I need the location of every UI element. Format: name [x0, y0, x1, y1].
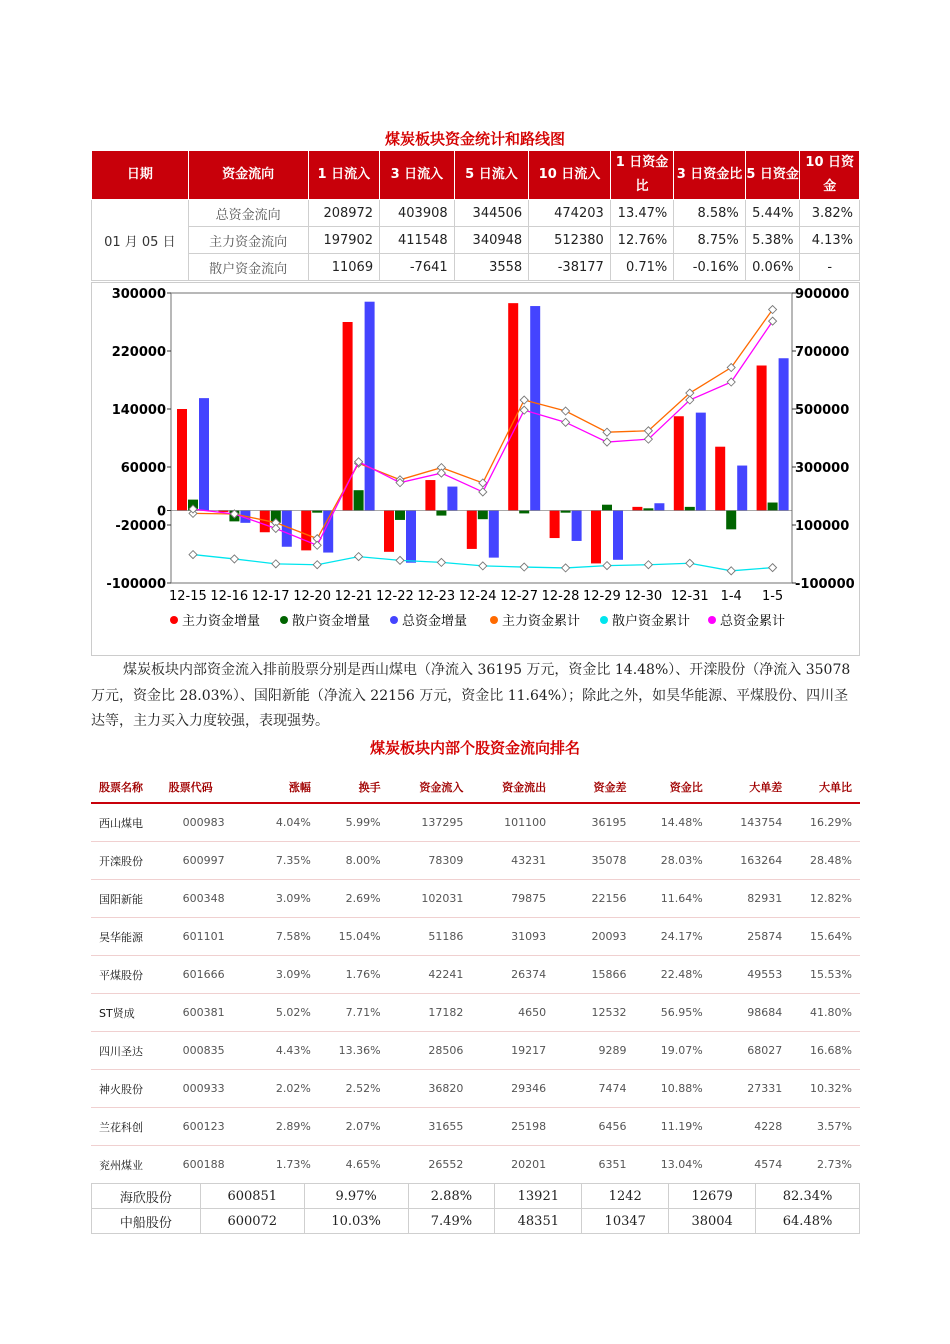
- table-row: [92, 1184, 860, 1209]
- ranking-cell: 神火股份: [91, 1070, 161, 1108]
- extra-cell: 48351: [495, 1209, 582, 1234]
- bar-1: [685, 507, 695, 511]
- ranking-cell: 9289: [554, 1032, 634, 1070]
- bar-1: [768, 503, 778, 511]
- ranking-cell: 19.07%: [634, 1032, 710, 1070]
- bar-2: [779, 358, 789, 510]
- summary-header: 5 日流入: [454, 151, 529, 200]
- ranking-cell: 22.48%: [634, 956, 710, 994]
- bar-2: [572, 511, 582, 541]
- x-tick-label: 12-29: [583, 589, 621, 604]
- summary-cell: 411548: [380, 227, 455, 254]
- extra-cell: 2.88%: [408, 1184, 495, 1209]
- ranking-cell: 10.32%: [790, 1070, 860, 1108]
- ranking-cell: 6456: [554, 1108, 634, 1146]
- bar-1: [561, 511, 571, 513]
- table-row: [91, 994, 860, 1032]
- extra-cell: 600072: [200, 1209, 304, 1234]
- bar-2: [696, 413, 706, 511]
- ranking-cell: 4.04%: [252, 803, 319, 842]
- bar-1: [602, 505, 612, 511]
- ranking-cell: 000933: [161, 1070, 252, 1108]
- ranking-header: 股票名称: [91, 772, 161, 803]
- ranking-cell: 7.58%: [252, 918, 319, 956]
- ranking-cell: 15866: [554, 956, 634, 994]
- legend-label: 总资金增量: [402, 614, 468, 629]
- ranking-cell: 31093: [471, 918, 554, 956]
- ranking-cell: 143754: [711, 803, 791, 842]
- summary-row: [92, 227, 860, 254]
- table-row: [91, 956, 860, 994]
- ranking-title: 煤炭板块内部个股资金流向排名: [369, 739, 580, 757]
- summary-row: [92, 200, 860, 227]
- ranking-cell: 3.57%: [790, 1108, 860, 1146]
- x-tick-label: 12-17: [251, 589, 290, 604]
- extra-cell: 10.03%: [304, 1209, 408, 1234]
- ranking-cell: 56.95%: [634, 994, 710, 1032]
- ranking-cell: 42241: [389, 956, 472, 994]
- ranking-cell: 82931: [711, 880, 791, 918]
- x-tick-label: 12-27: [500, 589, 538, 604]
- table-row: [91, 1146, 860, 1184]
- summary-cell: 11069: [308, 254, 380, 281]
- ranking-cell: 4.43%: [252, 1032, 319, 1070]
- ranking-cell: 14.48%: [634, 803, 710, 842]
- extra-cell: 10347: [582, 1209, 669, 1234]
- ranking-cell: 79875: [471, 880, 554, 918]
- bar-0: [301, 511, 311, 551]
- x-tick-label: 12-21: [334, 589, 373, 604]
- ranking-cell: 12.82%: [790, 880, 860, 918]
- ranking-cell: ST贤成: [91, 994, 161, 1032]
- ranking-cell: 163264: [711, 842, 791, 880]
- left-tick-label: -20000: [115, 519, 166, 534]
- ranking-cell: 601666: [161, 956, 252, 994]
- ranking-cell: 27331: [711, 1070, 791, 1108]
- table-row: [91, 880, 860, 918]
- ranking-cell: 26552: [389, 1146, 472, 1184]
- summary-table: [91, 150, 860, 281]
- table-row: [91, 842, 860, 880]
- ranking-cell: 10.88%: [634, 1070, 710, 1108]
- table-row: [91, 918, 860, 956]
- table-row: [92, 1209, 860, 1234]
- legend-swatch: [390, 616, 398, 624]
- ranking-cell: 29346: [471, 1070, 554, 1108]
- ranking-cell: 98684: [711, 994, 791, 1032]
- summary-header: 5 日资金: [745, 151, 800, 200]
- x-tick-label: 12-22: [376, 589, 414, 604]
- summary-row-label: 总资金流向: [188, 200, 308, 227]
- extra-cell: 64.48%: [756, 1209, 860, 1234]
- bar-0: [715, 447, 725, 511]
- ranking-cell: 11.19%: [634, 1108, 710, 1146]
- left-tick-label: 140000: [111, 403, 166, 418]
- bar-0: [425, 480, 435, 510]
- ranking-cell: 13.04%: [634, 1146, 710, 1184]
- summary-cell: 5.44%: [745, 200, 800, 227]
- ranking-cell: 000983: [161, 803, 252, 842]
- summary-header: 10 日流入: [529, 151, 611, 200]
- ranking-cell: 101100: [471, 803, 554, 842]
- extra-cell: 12679: [669, 1184, 756, 1209]
- legend-swatch: [170, 616, 178, 624]
- bar-0: [384, 511, 394, 552]
- summary-cell: 12.76%: [610, 227, 673, 254]
- extra-table: [91, 1183, 860, 1234]
- summary-cell: 197902: [308, 227, 380, 254]
- ranking-cell: 2.73%: [790, 1146, 860, 1184]
- summary-cell: 3.82%: [800, 200, 860, 227]
- ranking-cell: 4574: [711, 1146, 791, 1184]
- summary-row-label: 散户资金流向: [188, 254, 308, 281]
- extra-cell: 海欣股份: [92, 1184, 201, 1209]
- bar-0: [177, 409, 187, 511]
- ranking-cell: 国阳新能: [91, 880, 161, 918]
- legend-swatch: [490, 616, 498, 624]
- ranking-cell: 19217: [471, 1032, 554, 1070]
- summary-header: 10 日资金: [800, 151, 860, 200]
- summary-row: [92, 254, 860, 281]
- ranking-cell: 000835: [161, 1032, 252, 1070]
- ranking-cell: 51186: [389, 918, 472, 956]
- ranking-cell: 开滦股份: [91, 842, 161, 880]
- ranking-cell: 昊华能源: [91, 918, 161, 956]
- ranking-cell: 601101: [161, 918, 252, 956]
- ranking-header: 资金比: [634, 772, 710, 803]
- bar-2: [654, 503, 664, 510]
- ranking-cell: 平煤股份: [91, 956, 161, 994]
- extra-cell: 13921: [495, 1184, 582, 1209]
- chart-svg: [92, 283, 859, 655]
- ranking-cell: 7.35%: [252, 842, 319, 880]
- left-tick-label: 0: [156, 504, 166, 520]
- extra-cell: 38004: [669, 1209, 756, 1234]
- ranking-cell: 25198: [471, 1108, 554, 1146]
- summary-cell: 340948: [454, 227, 529, 254]
- ranking-cell: 8.00%: [319, 842, 389, 880]
- ranking-cell: 3.09%: [252, 956, 319, 994]
- ranking-cell: 5.02%: [252, 994, 319, 1032]
- ranking-cell: 600381: [161, 994, 252, 1032]
- bar-2: [737, 466, 747, 511]
- summary-cell: -7641: [380, 254, 455, 281]
- summary-cell: 474203: [529, 200, 611, 227]
- ranking-header: 资金差: [554, 772, 634, 803]
- table-row: [91, 1070, 860, 1108]
- ranking-header: 涨幅: [252, 772, 319, 803]
- ranking-cell: 3.09%: [252, 880, 319, 918]
- bar-2: [530, 306, 540, 510]
- ranking-header: 资金流出: [471, 772, 554, 803]
- legend-swatch: [708, 616, 716, 624]
- ranking-cell: 2.89%: [252, 1108, 319, 1146]
- legend-label: 主力资金增量: [182, 614, 261, 629]
- ranking-cell: 20201: [471, 1146, 554, 1184]
- ranking-cell: 13.36%: [319, 1032, 389, 1070]
- bar-1: [436, 511, 446, 516]
- ranking-cell: 35078: [554, 842, 634, 880]
- chart-title: 煤炭板块资金统计和路线图: [384, 130, 565, 148]
- summary-header: 3 日流入: [380, 151, 455, 200]
- ranking-cell: 15.04%: [319, 918, 389, 956]
- fund-flow-chart: [91, 282, 860, 656]
- ranking-header: 换手: [319, 772, 389, 803]
- ranking-cell: 20093: [554, 918, 634, 956]
- left-tick-label: 220000: [111, 345, 166, 360]
- ranking-cell: 15.64%: [790, 918, 860, 956]
- bar-1: [354, 490, 364, 510]
- x-tick-label: 12-20: [293, 589, 331, 604]
- ranking-cell: 17182: [389, 994, 472, 1032]
- left-tick-label: 300000: [111, 287, 166, 302]
- extra-cell: 82.34%: [756, 1184, 860, 1209]
- bar-2: [489, 511, 499, 558]
- right-tick-label: 300000: [795, 461, 850, 476]
- right-tick-label: 900000: [795, 287, 850, 302]
- bar-2: [199, 398, 209, 510]
- bar-0: [550, 511, 560, 539]
- summary-cell: 512380: [529, 227, 611, 254]
- legend-label: 主力资金累计: [502, 614, 581, 629]
- x-tick-label: 1-4: [720, 589, 742, 604]
- summary-cell: 13.47%: [610, 200, 673, 227]
- summary-cell: -0.16%: [674, 254, 746, 281]
- ranking-cell: 600188: [161, 1146, 252, 1184]
- bar-1: [478, 511, 488, 520]
- ranking-cell: 16.68%: [790, 1032, 860, 1070]
- ranking-cell: 43231: [471, 842, 554, 880]
- bar-2: [406, 511, 416, 563]
- bar-1: [312, 511, 322, 513]
- legend-swatch: [600, 616, 608, 624]
- ranking-cell: 600348: [161, 880, 252, 918]
- summary-header: 日期: [92, 151, 189, 200]
- summary-cell: -: [800, 254, 860, 281]
- left-tick-label: -100000: [106, 577, 166, 592]
- legend-label: 散户资金累计: [612, 614, 691, 629]
- x-tick-label: 12-24: [458, 589, 497, 604]
- ranking-cell: 1.73%: [252, 1146, 319, 1184]
- ranking-cell: 24.17%: [634, 918, 710, 956]
- summary-cell: -38177: [529, 254, 611, 281]
- ranking-cell: 11.64%: [634, 880, 710, 918]
- ranking-cell: 36195: [554, 803, 634, 842]
- ranking-cell: 西山煤电: [91, 803, 161, 842]
- analysis-paragraph: 煤炭板块内部资金流入排前股票分别是西山煤电（净流入 36195 万元，资金比 14.48%）、开滦股份（净流入 35078 万元，资金比 28.03%）、国阳新能（净流入 22156 万元，资金比 11.64%）；除此之外，如昊华能源、平煤股份、四川圣达等，主力买入力度较强，表现强势。: [91, 662, 851, 729]
- bar-1: [395, 511, 405, 520]
- ranking-header: 大单比: [790, 772, 860, 803]
- extra-cell: 9.97%: [304, 1184, 408, 1209]
- legend-swatch: [280, 616, 288, 624]
- ranking-cell: 36820: [389, 1070, 472, 1108]
- ranking-header: 大单差: [711, 772, 791, 803]
- ranking-cell: 25874: [711, 918, 791, 956]
- bar-2: [365, 302, 375, 511]
- ranking-cell: 16.29%: [790, 803, 860, 842]
- ranking-header: 股票代码: [161, 772, 252, 803]
- summary-cell: 0.06%: [745, 254, 800, 281]
- summary-cell: 403908: [380, 200, 455, 227]
- right-tick-label: 500000: [795, 403, 850, 418]
- ranking-cell: 4228: [711, 1108, 791, 1146]
- ranking-cell: 兰花科创: [91, 1108, 161, 1146]
- ranking-cell: 兖州煤业: [91, 1146, 161, 1184]
- legend-label: 散户资金增量: [292, 614, 371, 629]
- extra-cell: 1242: [582, 1184, 669, 1209]
- extra-cell: 7.49%: [408, 1209, 495, 1234]
- bar-0: [467, 511, 477, 549]
- summary-row-label: 主力资金流向: [188, 227, 308, 254]
- bar-2: [613, 511, 623, 560]
- bar-0: [632, 507, 642, 511]
- ranking-cell: 78309: [389, 842, 472, 880]
- x-tick-label: 12-30: [624, 589, 663, 604]
- bar-0: [508, 303, 518, 510]
- table-row: [91, 1032, 860, 1070]
- bar-1: [726, 511, 736, 530]
- extra-cell: 中船股份: [92, 1209, 201, 1234]
- ranking-cell: 四川圣达: [91, 1032, 161, 1070]
- summary-header: 1 日资金比: [610, 151, 673, 200]
- ranking-cell: 41.80%: [790, 994, 860, 1032]
- summary-date: 01 月 05 日: [92, 200, 189, 281]
- ranking-cell: 600997: [161, 842, 252, 880]
- ranking-cell: 28.03%: [634, 842, 710, 880]
- extra-cell: 600851: [200, 1184, 304, 1209]
- summary-cell: 5.38%: [745, 227, 800, 254]
- table-row: [91, 1108, 860, 1146]
- ranking-cell: 31655: [389, 1108, 472, 1146]
- summary-cell: 8.58%: [674, 200, 746, 227]
- x-tick-label: 12-28: [541, 589, 580, 604]
- ranking-cell: 137295: [389, 803, 472, 842]
- ranking-cell: 2.02%: [252, 1070, 319, 1108]
- right-tick-label: -100000: [795, 577, 855, 592]
- left-tick-label: 60000: [120, 461, 166, 476]
- bar-0: [591, 511, 601, 564]
- legend-label: 总资金累计: [720, 614, 786, 629]
- x-tick-label: 12-23: [417, 589, 456, 604]
- ranking-cell: 102031: [389, 880, 472, 918]
- x-tick-label: 1-5: [761, 589, 784, 604]
- summary-cell: 208972: [308, 200, 380, 227]
- summary-header: 资金流向: [188, 151, 308, 200]
- x-tick-label: 12-16: [210, 589, 249, 604]
- ranking-cell: 4650: [471, 994, 554, 1032]
- ranking-cell: 1.76%: [319, 956, 389, 994]
- ranking-cell: 49553: [711, 956, 791, 994]
- ranking-cell: 28.48%: [790, 842, 860, 880]
- right-tick-label: 100000: [795, 519, 850, 534]
- ranking-cell: 2.07%: [319, 1108, 389, 1146]
- ranking-cell: 4.65%: [319, 1146, 389, 1184]
- summary-header: 3 日资金比: [674, 151, 746, 200]
- summary-cell: 344506: [454, 200, 529, 227]
- ranking-cell: 600123: [161, 1108, 252, 1146]
- bar-2: [447, 487, 457, 511]
- ranking-cell: 7474: [554, 1070, 634, 1108]
- bar-0: [674, 416, 684, 510]
- ranking-header: 资金流入: [389, 772, 472, 803]
- x-tick-label: 12-31: [670, 589, 709, 604]
- bar-0: [757, 366, 767, 511]
- ranking-cell: 15.53%: [790, 956, 860, 994]
- ranking-table: [91, 772, 860, 1184]
- summary-header: 1 日流入: [308, 151, 380, 200]
- summary-cell: 3558: [454, 254, 529, 281]
- ranking-cell: 5.99%: [319, 803, 389, 842]
- ranking-cell: 7.71%: [319, 994, 389, 1032]
- ranking-cell: 6351: [554, 1146, 634, 1184]
- summary-cell: 4.13%: [800, 227, 860, 254]
- ranking-cell: 22156: [554, 880, 634, 918]
- ranking-cell: 68027: [711, 1032, 791, 1070]
- ranking-cell: 12532: [554, 994, 634, 1032]
- bar-1: [519, 511, 529, 514]
- table-row: [91, 803, 860, 842]
- summary-cell: 8.75%: [674, 227, 746, 254]
- summary-cell: 0.71%: [610, 254, 673, 281]
- ranking-cell: 28506: [389, 1032, 472, 1070]
- ranking-cell: 2.52%: [319, 1070, 389, 1108]
- x-tick-label: 12-15: [169, 589, 207, 604]
- right-tick-label: 700000: [795, 345, 850, 360]
- bar-1: [643, 508, 653, 510]
- ranking-cell: 2.69%: [319, 880, 389, 918]
- ranking-cell: 26374: [471, 956, 554, 994]
